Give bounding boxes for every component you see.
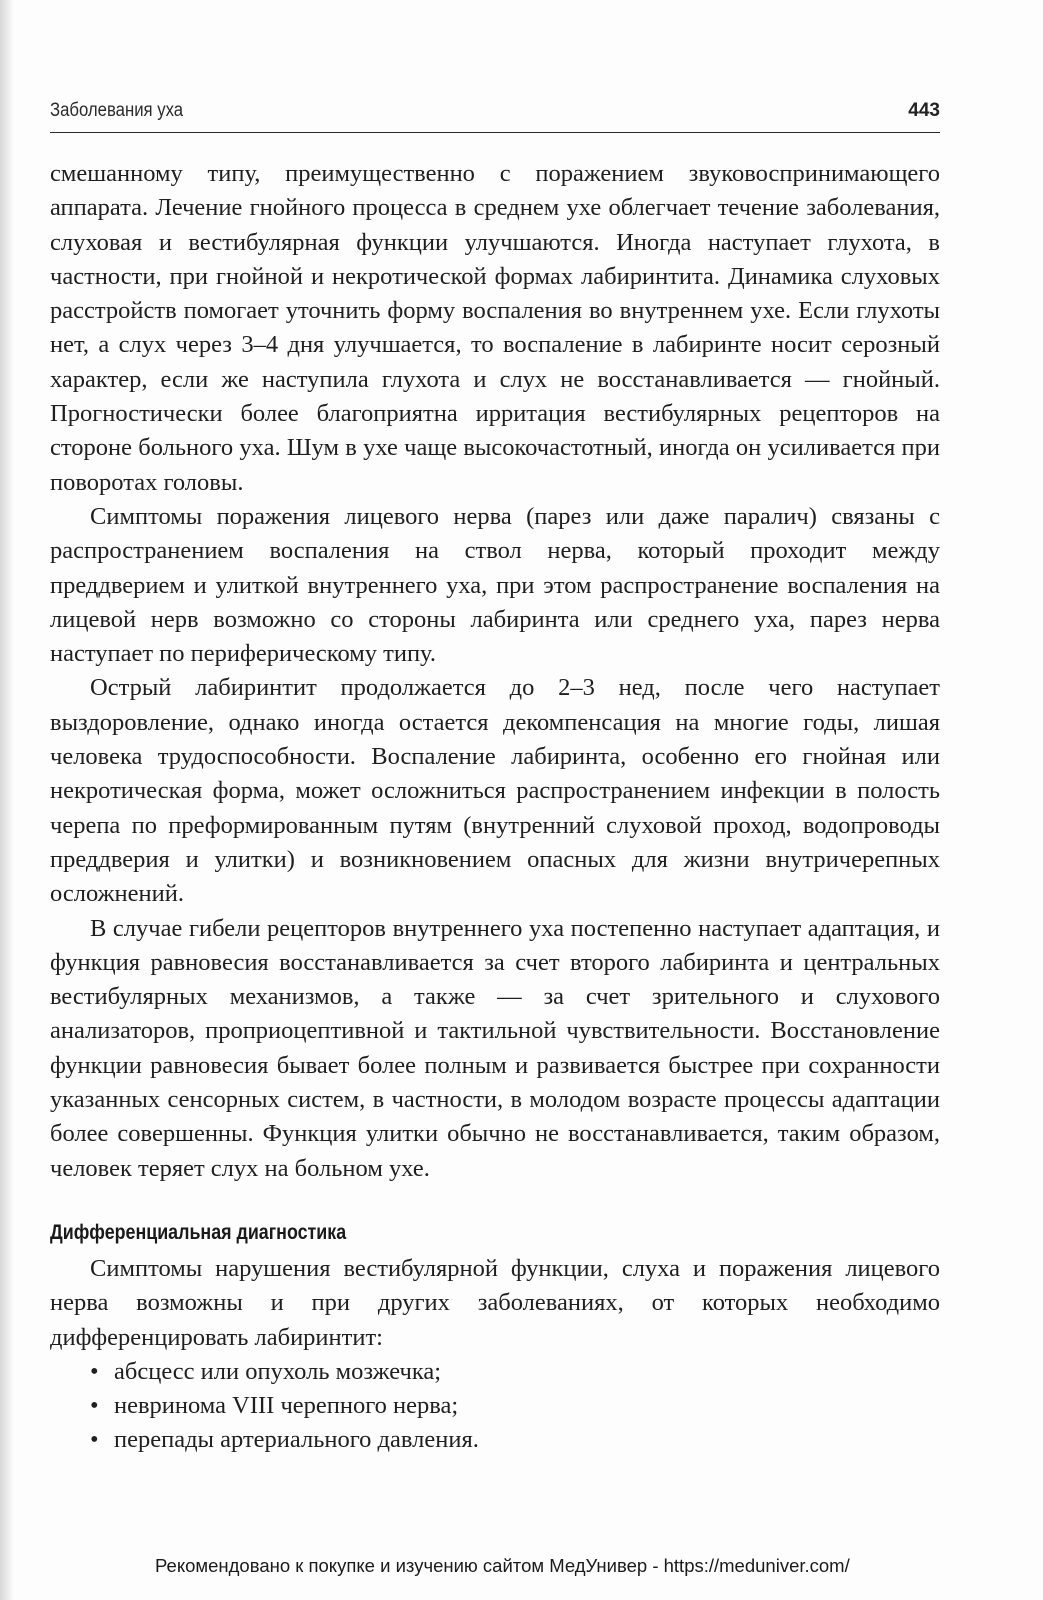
list-item — [50, 1423, 940, 1457]
bullet-icon: • — [90, 1392, 99, 1420]
list-item-text: перепады артериального давления. — [114, 1426, 479, 1454]
section-intro: Симптомы нарушения вестибулярной функции, слуха и поражения лицевого нерва возможны и при других заболеваниях, от которых необходимо дифференцировать лабиринтит: — [50, 1255, 940, 1351]
footer-watermark-text: Рекомендовано к покупке и изучению сайтом МедУнивер - https://meduniver.com/ — [155, 1555, 850, 1576]
list-item-text: абсцесс или опухоль мозжечка; — [114, 1357, 442, 1385]
bullet-icon: • — [90, 1357, 99, 1385]
page-number: 443 — [908, 100, 940, 121]
scan-edge-shadow — [0, 0, 14, 1600]
paragraph-adaptation: В случае гибели рецепторов внутреннего уха постепенно наступает адаптация, и функция равновесия восстанавливается за счет второго лабиринта и центральных вестибулярных механизмов, а также — за счет зрительного и слухового анализаторов, проприоцептивной и тактильной чувствительности. Восстановление функции равновесия бывает более полным и развивается быстрее при сохранности указанных сенсорных систем, в частности, в молодом возрасте процессы адаптации более совершенны. Функция улитки обычно не восстанавливается, таким образом, человек теряет слух на больном ухе. — [50, 914, 940, 1182]
bullet-icon: • — [90, 1426, 99, 1454]
paragraph-acute-labyrinthitis: Острый лабиринтит продолжается до 2–3 нед, после чего наступает выздоровление, однако иногда остается декомпенсация на многие годы, лишая человека трудоспособности. Воспаление лабиринта, особенно его гнойная или некротическая форма, может осложниться распространением инфекции в полость черепа по преформированным путям (внутренний слуховой проход, водопроводы преддверия и улитки) и возникновением опасных для жизни внутричерепных осложнений. — [50, 674, 940, 908]
diagnosis-list — [50, 1355, 940, 1458]
main-text — [50, 157, 940, 1186]
section-heading: Дифференциальная диагностика — [50, 1221, 347, 1244]
running-header — [50, 96, 940, 133]
list-item — [50, 1389, 940, 1423]
list-item — [50, 1355, 940, 1389]
paragraph-facial-nerve: Симптомы поражения лицевого нерва (парез или даже паралич) связаны с распространением воспаления на ствол нерва, который проходит между преддверием и улиткой внутреннего уха, при этом распространение воспаления на лицевой нерв возможно со стороны лабиринта или среднего уха, парез нерва наступает по периферическому типу. — [50, 502, 940, 668]
running-title: Заболевания уха — [50, 100, 184, 121]
paragraph-continued: смешанному типу, преимущественно с поражением звуковоспринимающего аппарата. Лечение гнойного процесса в среднем ухе облегчает течение заболевания, слуховая и вестибулярная функции улучшаются. Иногда наступает глухота, в частности, при гнойной и некротической формах лабиринтита. Динамика слуховых расстройств помогает уточнить форму воспаления во внутреннем ухе. Если глухоты нет, а слух через 3–4 дня улучшается, то воспаление в лабиринте носит серозный характер, если же наступила глухота и слух не восстанавливается — гнойный. Прогностически более благоприятна ирритация вестибулярных рецепторов на стороне больного уха. Шум в ухе чаще высокочастотный, иногда он усиливается при поворотах головы. — [50, 160, 940, 496]
differential-diagnosis-section — [50, 1252, 940, 1458]
list-item-text: невринома VIII черепного нерва; — [114, 1392, 459, 1420]
